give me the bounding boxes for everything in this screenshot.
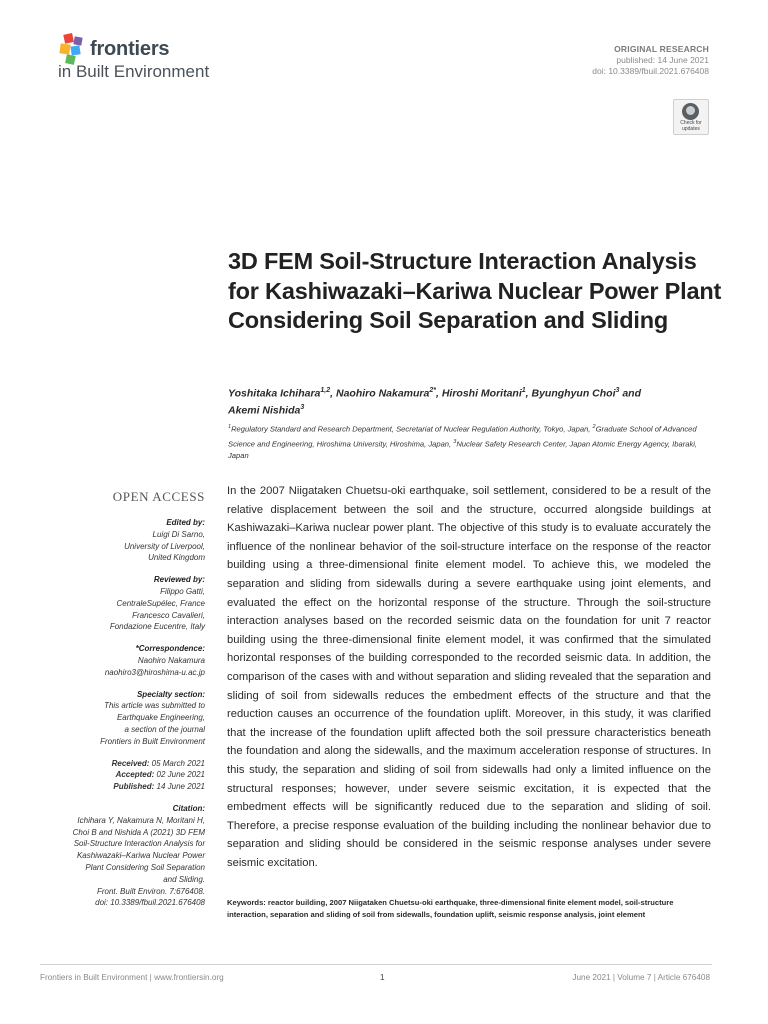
sidebar-line: Naohiro Nakamura: [137, 655, 205, 665]
sidebar-heading: Specialty section:: [136, 689, 205, 699]
check-for-updates-button[interactable]: [673, 99, 709, 135]
author-name[interactable]: Byunghyun Choi: [531, 387, 616, 400]
author-affiliation-mark: 1: [521, 387, 526, 394]
sidebar-dates: [40, 758, 205, 793]
correspondence-email[interactable]: naohiro3@hiroshima-u.ac.jp: [104, 667, 205, 677]
sidebar-line: This article was submitted to: [104, 701, 205, 711]
affiliation-number: 2: [592, 424, 596, 430]
affiliation-text: Graduate School of Advanced Science and Engineering, Hiroshima University, Hiroshima, Japan,: [228, 424, 697, 449]
sidebar-line: Francesco Cavalieri,: [132, 610, 205, 620]
author-list: Yoshitaka Ichihara$^{1,2}$, Naohiro Nakamura$^{2*}$, Hiroshi Moritani$^1$, Byunghyun Choi$^3$ and Akemi Nishida$^3$: [228, 387, 641, 417]
sidebar-heading: Reviewed by:: [153, 575, 205, 585]
sidebar-heading: Edited by:: [166, 518, 205, 527]
affiliation-text: Regulatory Standard and Research Department, Secretariat of Nuclear Regulation Authority, Tokyo, Japan,: [231, 424, 593, 434]
sidebar-line: Earthquake Engineering,: [116, 713, 205, 723]
citation-line: Plant Considering Soil Separation: [85, 862, 205, 872]
article-title: 3D FEM Soil-Structure Interaction Analysis for Kashiwazaki–Kariwa Nuclear Power Plant Considering Soil Separation and Sliding: [228, 248, 722, 333]
sidebar-heading: *Correspondence:: [135, 644, 205, 654]
keywords: Keywords: reactor building, 2007 Niigataken Chuetsu-oki earthquake, three-dimensional finite element model, soil-structure interaction, separation and sliding of soil from sidewalls, foundation uplift, seismic response analysis, joint element: [227, 898, 674, 919]
date-row: [40, 769, 205, 781]
sidebar-heading: Citation:: [172, 803, 205, 813]
date-label: Published:: [113, 782, 155, 792]
author-affiliation-mark: 3: [300, 404, 305, 411]
footer-divider: [40, 964, 712, 965]
journal-subtitle: in Built Environment: [58, 62, 210, 81]
citation-line: Soil-Structure Interaction Analysis for: [73, 839, 205, 849]
doi[interactable]: doi: 10.3389/fbuil.2021.676408: [592, 66, 709, 76]
affiliations: [228, 421, 714, 462]
date-value: 14 June 2021: [156, 782, 205, 792]
author-name[interactable]: Akemi Nishida: [228, 404, 301, 417]
sidebar-block: [40, 517, 205, 564]
sidebar-line: United Kingdom: [148, 553, 205, 563]
author-name[interactable]: Yoshitaka Ichihara: [228, 387, 321, 400]
published-date: published: 14 June 2021: [616, 55, 709, 65]
date-value: 05 March 2021: [151, 758, 205, 768]
author-name[interactable]: Naohiro Nakamura: [335, 387, 430, 400]
page-number: 1: [380, 973, 385, 982]
date-label: Accepted:: [115, 770, 155, 780]
check-updates-label: Check for updates: [680, 120, 702, 132]
sidebar-line: Fondazione Eucentre, Italy: [109, 622, 205, 632]
date-label: Received:: [111, 758, 150, 768]
citation-line: and Sliding.: [163, 874, 205, 884]
sidebar-line: Frontiers in Built Environment: [100, 736, 205, 746]
article-type: ORIGINAL RESEARCH: [614, 44, 709, 54]
affiliation-number: 1: [228, 424, 232, 430]
author-affiliation-mark: 1,2: [320, 387, 331, 394]
journal-brand: frontiers: [90, 38, 170, 60]
frontiers-logo-icon: [58, 32, 86, 66]
citation-line: Front. Built Environ. 7:676408.: [96, 886, 205, 896]
author-affiliation-mark: 2*: [429, 387, 436, 394]
affiliation-text: Nuclear Safety Research Center, Japan Atomic Energy Agency, Ibaraki, Japan: [228, 439, 698, 461]
date-row: [40, 758, 205, 770]
author-affiliation-mark: 3: [615, 387, 620, 394]
footer-journal-link[interactable]: Frontiers in Built Environment | www.frontiersin.org: [40, 973, 224, 982]
citation-block: [40, 803, 205, 909]
sidebar-line: University of Liverpool,: [124, 541, 205, 551]
sidebar-line: Luigi Di Sarno,: [152, 529, 205, 539]
sidebar-block: [40, 689, 205, 748]
citation-line: Kashiwazaki–Kariwa Nuclear Power: [76, 851, 205, 861]
affiliation-number: 3: [453, 438, 457, 445]
citation-line: Ichihara Y, Nakamura N, Moritani H,: [77, 815, 205, 825]
sidebar-line: Filippo Gatti,: [160, 586, 205, 596]
sidebar-block: [40, 574, 205, 633]
citation-line: Choi B and Nishida A (2021) 3D FEM: [72, 827, 205, 837]
sidebar-block: [40, 643, 205, 678]
abstract: In the 2007 Niigataken Chuetsu-oki earthquake, soil settlement, considered to be a result of the relative displacement between the soil and the structure, occurred alongside buildings at Kashiwazaki–Kariwa nuclear power plant. The objective of this study is to evaluate accurately the influence of the nonlinear behavior of the soil-structure interface on the response of the reactor building using a three-dimensional finite element model. To achieve this, we modeled the separation and sliding from sidewalls during a severe earthquake using joint elements, and evaluated the effect on the horizontal response of the structure. Through the soil-structure interaction analyses based on the recorded seismic data on the foundation for unit 7 reactor building using the three-dimensional finite element model, it was confirmed that the simulated horizontal responses of the building corresponded to the recorded seismic data. In addition, the comparison of the cases with and without separation and sliding revealed that the separation and sliding of soil from sidewalls reduces the embedment effects of the structure and that the reduction causes an occurrence of the foundation uplift. Moreover, in this study, it was clarified that the increase of the foundation uplift affected both the soil pressure characteristics beneath the foundation and along the sidewalls, and the maximum acceleration response of structures. In this study, the separation and sliding of soil from sidewalls had only a limited influence on the structural responses; however, under severe seismic excitation, it is expected that the embedment effects will be significantly reduced due to the separation and sliding of soil. Therefore, a precise response evaluation of the building including the nonlinear behavior due to separation and sliding should be considered in the seismic response analyses under severe seismic excitation.: [227, 485, 711, 869]
author-name[interactable]: Hiroshi Moritani: [441, 387, 522, 400]
footer-issue-info: June 2021 | Volume 7 | Article 676408: [572, 973, 710, 982]
date-row: [40, 781, 205, 793]
article-sidebar: [40, 517, 205, 919]
sidebar-line: a section of the journal: [124, 724, 205, 734]
date-value: 02 June 2021: [156, 770, 205, 780]
citation-line: doi: 10.3389/fbuil.2021.676408: [95, 898, 205, 908]
sidebar-line: CentraleSupélec, France: [116, 598, 205, 608]
check-updates-icon: [682, 103, 699, 120]
article-meta: [592, 44, 709, 77]
open-access-label: OPEN ACCESS: [112, 489, 205, 504]
